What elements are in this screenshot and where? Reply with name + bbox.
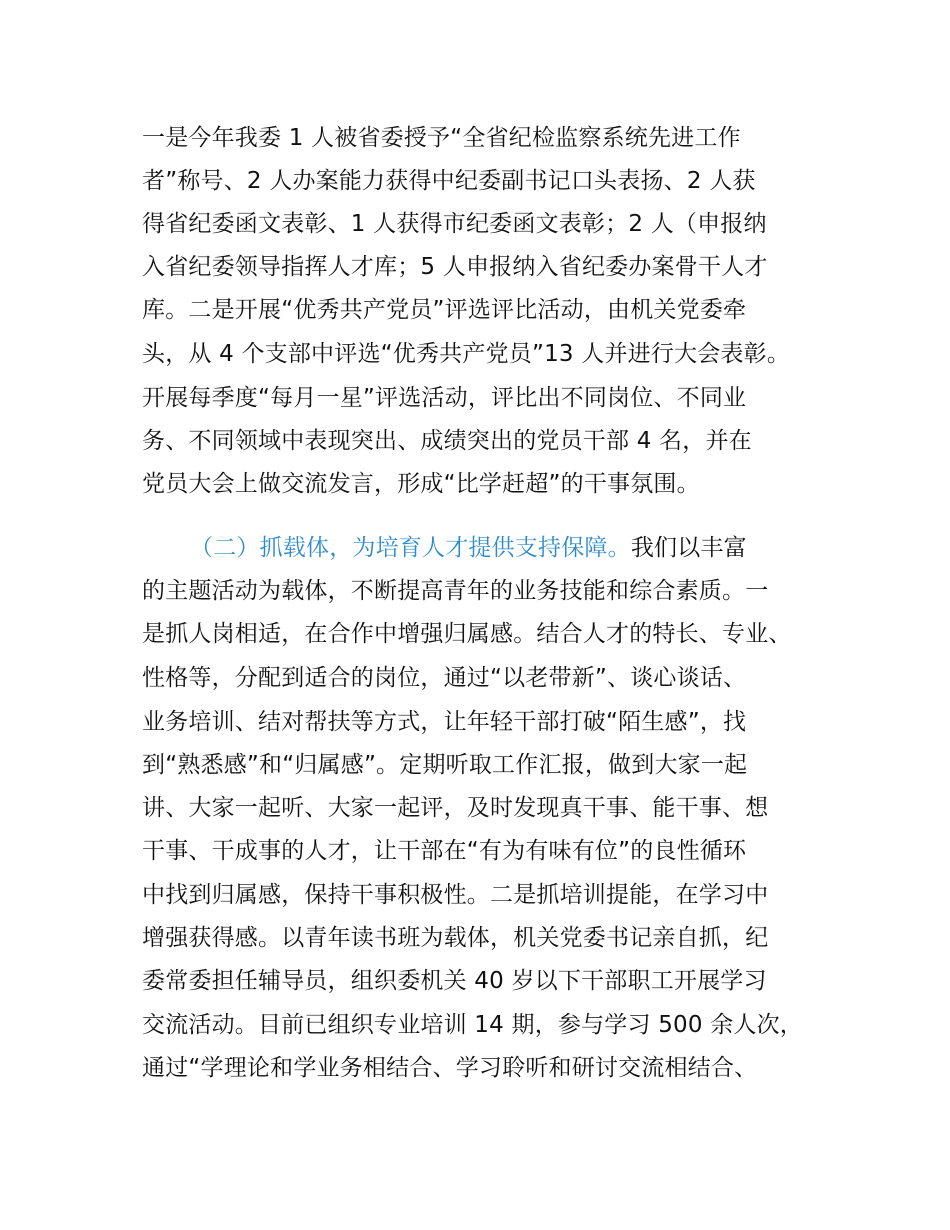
paragraph-line: 讲、大家一起听、大家一起评，及时发现真干事、能干事、想: [142, 795, 769, 821]
paragraph-line: 是抓人岗相适，在合作中增强归属感。结合人才的特长、专业、: [142, 621, 792, 647]
paragraph-line: 性格等，分配到适合的岗位，通过“以老带新”、谈心谈话、: [142, 665, 747, 691]
paragraph-line: 开展每季度“每月一星”评选活动，评比出不同岗位、不同业: [142, 385, 747, 411]
paragraph-text-run: 我们以丰富: [630, 535, 747, 561]
section-heading: （二）抓载体，为培育人才提供支持保障。: [190, 535, 631, 561]
paragraph-line: 者”称号、2 人办案能力获得中纪委副书记口头表扬、2 人获: [142, 168, 756, 194]
paragraph-line: 交流活动。目前已组织专业培训 14 期，参与学习 500 余人次，: [142, 1012, 804, 1038]
paragraph-line: 增强获得感。以青年读书班为载体，机关党委书记亲自抓，纪: [142, 925, 769, 951]
paragraph-line: 委常委担任辅导员，组织委机关 40 岁以下干部职工开展学习: [142, 968, 767, 994]
paragraph-line: 头，从 4 个支部中评选“优秀共产党员”13 人并进行大会表彰。: [142, 341, 791, 367]
paragraph-line: 得省纪委函文表彰、1 人获得市纪委函文表彰；2 人（申报纳: [142, 211, 767, 237]
paragraph-line: 业务培训、结对帮扶等方式，让年轻干部打破“陌生感”，找: [142, 709, 747, 735]
paragraph-line: 一是今年我委 1 人被省委授予“全省纪检监察系统先进工作: [142, 125, 741, 151]
paragraph-line: 干事、干成事的人才，让干部在“有为有味有位”的良性循环: [142, 838, 747, 864]
paragraph-first-line: [190, 528, 747, 568]
paragraph-line: 中找到归属感，保持干事积极性。二是抓培训提能，在学习中: [142, 882, 769, 908]
paragraph-line: 库。二是开展“优秀共产党员”评选评比活动，由机关党委牵: [142, 297, 747, 323]
paragraph-line: 务、不同领域中表现突出、成绩突出的党员干部 4 名，并在: [142, 428, 752, 454]
paragraph-line: 入省纪委领导指挥人才库；5 人申报纳入省纪委办案骨干人才: [142, 254, 768, 280]
paragraph-line: 到“熟悉感”和“归属感”。定期听取工作汇报，做到大家一起: [142, 752, 748, 778]
paragraph-line: 的主题活动为载体，不断提高青年的业务技能和综合素质。一: [142, 578, 769, 604]
paragraph-line: 党员大会上做交流发言，形成“比学赶超”的干事氛围。: [142, 471, 700, 497]
paragraph-line: 通过“学理论和学业务相结合、学习聆听和研讨交流相结合、: [142, 1055, 758, 1081]
